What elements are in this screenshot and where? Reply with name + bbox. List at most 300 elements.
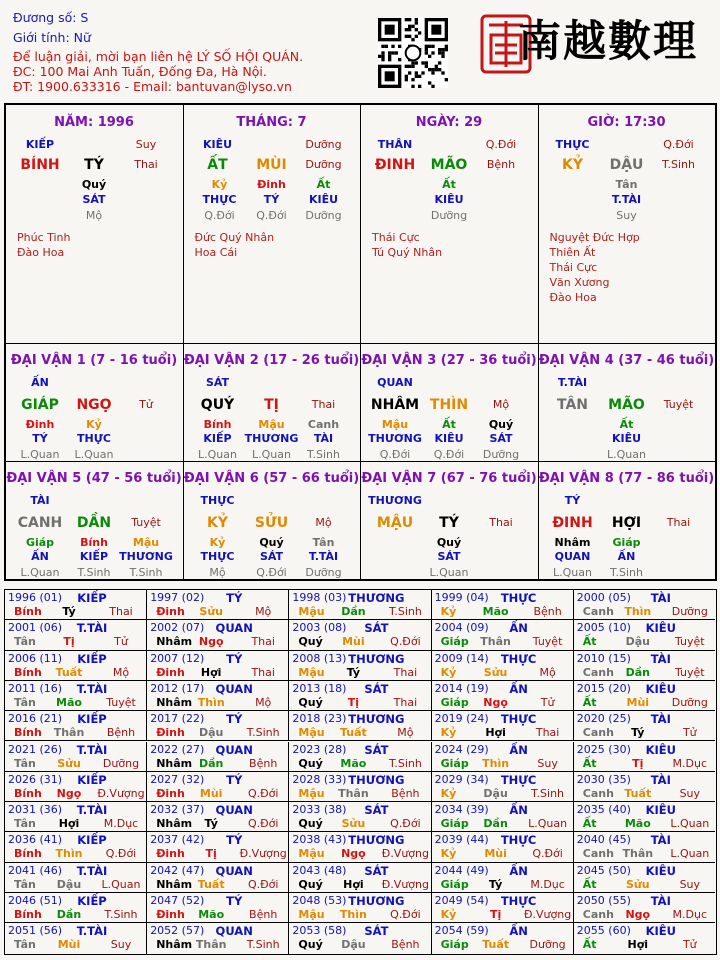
year-phase: T.Sinh: [246, 726, 280, 740]
dai-van-stem-god: T.TÀI: [557, 376, 588, 389]
year-earthly-branch: Dần: [341, 605, 366, 618]
year-heavenly-stem: Giáp: [440, 817, 469, 831]
dai-van-2: [184, 344, 362, 461]
year-phase: Đ.Vượng: [523, 908, 572, 921]
year-earthly-branch: Thân: [338, 786, 369, 800]
year-phase: Bệnh: [391, 786, 420, 800]
pillar-stem-phase: Suy: [135, 138, 157, 151]
year-earthly-branch: Tý: [346, 665, 361, 679]
year-ten-god: THƯƠNG: [348, 712, 405, 727]
pillar-hidden-stem: Kỷ: [211, 178, 228, 191]
pillar-earthly-branch: MÙI: [256, 157, 287, 173]
dai-van-hidden-stem: Giáp: [25, 536, 55, 549]
year-cell: [289, 742, 431, 772]
year-cell: [147, 590, 289, 620]
year-ten-god: TÀI: [650, 651, 671, 666]
dai-van-hidden-phase: L.Quan: [198, 448, 237, 461]
year-cell: [5, 863, 147, 893]
year-phase: T.Sinh: [388, 605, 422, 618]
year-heavenly-stem: Kỷ: [440, 908, 457, 921]
dai-van-hidden-phase: Mộ: [209, 566, 226, 579]
year-heavenly-stem: Canh: [582, 786, 614, 800]
year-label: 2032 (37): [150, 803, 205, 817]
year-label: 2003 (08): [292, 621, 347, 635]
year-earthly-branch: Thìn: [339, 908, 367, 921]
year-label: 2029 (34): [434, 772, 489, 786]
year-heavenly-stem: Mậu: [298, 786, 325, 800]
year-phase: Thai: [251, 635, 275, 649]
year-label: 1996 (01): [8, 591, 63, 604]
year-earthly-branch: Tị: [63, 635, 75, 649]
year-phase: Thai: [251, 665, 275, 679]
year-label: 1998 (03): [292, 591, 347, 604]
dai-van-hidden-stem: Nhâm: [554, 536, 591, 549]
dai-van-heavenly-stem: MẬU: [376, 515, 414, 531]
year-earthly-branch: Thìn: [482, 756, 510, 770]
year-phase: L.Quan: [670, 847, 710, 861]
year-phase: L.Quan: [670, 817, 710, 831]
dai-van-stem-god: TÝ: [564, 494, 581, 507]
year-phase: Mộ: [255, 605, 272, 618]
year-heavenly-stem: Mậu: [298, 605, 325, 618]
pillar-hidden-god: TÝ: [263, 193, 280, 206]
year-phase: Thai: [393, 695, 418, 709]
contact-line: Để luận giải, mời bạn liên hệ LÝ SỐ HỘI QUÁN.: [13, 49, 304, 64]
year-heavenly-stem: Kỷ: [440, 665, 457, 679]
year-ten-god: TÝ: [226, 712, 243, 727]
year-ten-god: KIÊU: [645, 863, 676, 878]
year-earthly-branch: Hợi: [485, 726, 506, 740]
year-ten-god: ẤN: [509, 742, 528, 757]
year-earthly-branch: Mão: [198, 908, 225, 921]
year-phase: Q.Đới: [247, 877, 279, 891]
dai-van-earthly-branch: HỢI: [611, 515, 642, 531]
year-phase: Dưỡng: [529, 938, 566, 952]
pillar-hidden-stem: Đinh: [257, 178, 286, 191]
pillar-stem-god: THỰC: [555, 138, 590, 151]
year-label: 2006 (11): [8, 651, 63, 665]
dai-van-hidden-stem: Bính: [80, 536, 108, 549]
pillar-stem-god: THÂN: [377, 138, 413, 151]
year-ten-god: TÀI: [650, 833, 671, 848]
dai-van-hidden-god: ẤN: [31, 550, 49, 563]
year-ten-god: THƯƠNG: [348, 772, 405, 787]
brand-text: 南越數理: [518, 17, 698, 67]
year-earthly-branch: Mùi: [199, 786, 223, 800]
year-label: 2000 (05): [576, 591, 631, 604]
year-label: 2022 (27): [150, 742, 205, 756]
year-cell: [147, 772, 289, 802]
year-cell: [574, 863, 715, 893]
year-ten-god: KIÊU: [645, 681, 676, 696]
year-heavenly-stem: Quý: [298, 635, 323, 649]
pillar-hidden-phase: Q.Đới: [256, 209, 287, 222]
year-earthly-branch: Thân: [480, 635, 511, 649]
year-cell: [574, 893, 715, 923]
year-earthly-branch: Thân: [53, 726, 85, 740]
dai-van-1: [6, 344, 184, 461]
pillar-hidden-god: T.TÀI: [611, 193, 642, 206]
year-phase: Q.Đới: [247, 817, 279, 831]
dai-van-hidden-god: QUAN: [554, 550, 591, 563]
dai-van-hidden-stem: Tân: [312, 536, 335, 549]
year-earthly-branch: Mùi: [57, 938, 81, 952]
dai-van-hidden-stem: Mậu: [381, 418, 409, 431]
year-heavenly-stem: Canh: [582, 908, 614, 921]
year-label: 2039 (44): [434, 833, 489, 847]
year-ten-god: THỰC: [500, 712, 537, 727]
year-heavenly-stem: Nhâm: [156, 938, 193, 952]
year-phase: Q.Đới: [247, 786, 279, 800]
pillar-month: [184, 105, 362, 343]
year-phase: T.Sinh: [246, 938, 280, 952]
dai-van-title: ĐẠI VẬN 7 (67 - 76 tuổi): [361, 471, 537, 486]
year-earthly-branch: Mão: [624, 817, 651, 831]
year-ten-god: KIẾP: [77, 591, 107, 605]
year-earthly-branch: Dần: [625, 665, 650, 679]
year-cell: [432, 742, 574, 772]
year-cell: [147, 711, 289, 741]
year-heavenly-stem: Giáp: [440, 695, 469, 709]
year-phase: Tuyệt: [674, 665, 705, 679]
year-cell: [574, 711, 715, 741]
year-ten-god: SÁT: [364, 621, 389, 636]
year-label: 2014 (19): [434, 681, 489, 695]
year-ten-god: SÁT: [364, 863, 389, 878]
year-earthly-branch: Ngọ: [625, 908, 651, 921]
year-heavenly-stem: Canh: [582, 665, 614, 679]
year-label: 2043 (48): [292, 863, 347, 877]
year-heavenly-stem: Bính: [14, 605, 42, 618]
year-earthly-branch: Dậu: [56, 877, 82, 891]
year-heavenly-stem: Tân: [14, 635, 36, 649]
year-ten-god: T.TÀI: [76, 803, 108, 818]
year-earthly-branch: Ngọ: [56, 786, 82, 800]
dai-van-hidden-stem: Quý: [259, 536, 284, 549]
year-heavenly-stem: Nhâm: [156, 635, 193, 649]
year-earthly-branch: Thìn: [55, 847, 83, 861]
pillar-hidden-stem: Quý: [81, 178, 107, 191]
year-label: 2050 (55): [576, 894, 631, 907]
year-phase: Dưỡng: [671, 605, 708, 618]
pillar-branch-phase: Bệnh: [486, 158, 516, 171]
phone-email-line[interactable]: ĐT: 1900.633316 - Email: bantuvan@lyso.vn: [13, 79, 292, 94]
year-heavenly-stem: Ất: [582, 695, 597, 709]
year-cell: [5, 802, 147, 832]
year-earthly-branch: Tý: [204, 817, 218, 831]
dai-van-title: ĐẠI VẬN 8 (77 - 86 tuổi): [538, 471, 715, 486]
dai-van-branch-phase: Mộ: [492, 398, 510, 411]
year-phase: Đ.Vượng: [97, 786, 145, 800]
dai-van-title: ĐẠI VẬN 6 (57 - 66 tuổi): [183, 471, 360, 486]
year-earthly-branch: Ngọ: [341, 847, 366, 861]
year-cell: [147, 802, 289, 832]
dai-van-earthly-branch: NGỌ: [76, 397, 112, 413]
year-cell: [289, 832, 431, 862]
year-phase: Tử: [682, 726, 697, 740]
dai-van-branch-phase: Mộ: [315, 516, 332, 529]
year-heavenly-stem: Ất: [582, 938, 597, 952]
year-earthly-branch: Sửu: [483, 665, 508, 679]
year-label: 2035 (40): [576, 803, 631, 817]
year-heavenly-stem: Mậu: [298, 726, 325, 740]
year-earthly-branch: Sửu: [57, 756, 81, 770]
dai-van-hidden-phase: Dưỡng: [482, 448, 520, 461]
pillar-hidden-god: KIÊU: [434, 193, 464, 206]
year-ten-god: KIẾP: [77, 772, 107, 787]
year-ten-god: THỰC: [500, 894, 537, 908]
year-phase: Mộ: [255, 695, 272, 709]
year-ten-god: SÁT: [364, 742, 389, 757]
year-cell: [432, 772, 574, 802]
year-ten-god: QUAN: [215, 681, 253, 696]
dai-van-hidden-phase: Q.Đới: [433, 448, 465, 461]
pillar-branch-phase: T.Sinh: [662, 158, 695, 171]
year-earthly-branch: Thân: [195, 938, 227, 952]
year-earthly-branch: Hợi: [627, 938, 649, 952]
year-label: 2051 (56): [8, 924, 63, 938]
dai-van-hidden-god: THƯƠNG: [244, 432, 299, 445]
pillar-star: Thái Cực: [549, 261, 598, 274]
pillar-heavenly-stem: KỶ: [562, 157, 583, 173]
year-label: 2001 (06): [8, 621, 63, 635]
year-earthly-branch: Tý: [488, 877, 503, 891]
year-ten-god: T.TÀI: [76, 863, 108, 878]
year-earthly-branch: Dậu: [341, 938, 366, 952]
year-earthly-branch: Thìn: [197, 695, 225, 709]
year-cell: [5, 620, 147, 650]
year-ten-god: ẤN: [509, 863, 528, 878]
year-label: 2012 (17): [150, 681, 205, 695]
year-cell: [5, 590, 147, 620]
year-ten-god: QUAN: [215, 621, 253, 636]
pillar-heavenly-stem: ẤT: [207, 157, 228, 173]
year-earthly-branch: Dần: [483, 817, 508, 831]
pillar-hidden-god: SÁT: [82, 193, 106, 206]
year-heavenly-stem: Tân: [14, 756, 36, 770]
year-cell: [5, 651, 147, 681]
year-cell: [574, 923, 715, 953]
year-ten-god: KIÊU: [645, 924, 676, 939]
dai-van-hidden-god: SÁT: [489, 432, 513, 445]
year-ten-god: TÀI: [650, 712, 671, 727]
dai-van-hidden-phase: L.Quan: [20, 566, 60, 579]
pillar-title: NGÀY: 29: [415, 115, 483, 130]
pillar-hidden-god: THỰC: [202, 193, 237, 206]
dai-van-hidden-god: SÁT: [259, 550, 284, 563]
year-earthly-branch: Thân: [622, 847, 654, 861]
year-ten-god: QUAN: [215, 924, 253, 939]
year-phase: Suy: [537, 756, 558, 770]
year-label: 2046 (51): [8, 894, 63, 907]
brand-logo: [494, 8, 720, 68]
year-earthly-branch: Sửu: [626, 877, 650, 891]
dai-van-hidden-stem: Ất: [442, 418, 456, 431]
dai-van-heavenly-stem: ĐINH: [552, 515, 593, 531]
year-cell: [147, 863, 289, 893]
year-ten-god: T.TÀI: [76, 742, 108, 757]
year-ten-god: KIÊU: [645, 803, 676, 818]
pillar-star: Tú Quý Nhân: [372, 246, 443, 259]
year-cell: [574, 832, 715, 862]
year-ten-god: KIẾP: [77, 651, 107, 666]
year-label: 2031 (36): [8, 803, 63, 817]
year-cell: [5, 893, 147, 923]
year-label: 2036 (41): [8, 833, 63, 847]
year-earthly-branch: Ngọ: [483, 695, 508, 709]
dai-van-title: ĐẠI VẬN 3 (27 - 36 tuổi): [361, 353, 537, 368]
year-cell: [432, 590, 574, 620]
year-phase: Tuyệt: [532, 635, 563, 649]
dai-van-hidden-god: THỰC: [200, 550, 235, 563]
year-cell: [289, 590, 431, 620]
pillars-grid: [4, 103, 717, 581]
year-heavenly-stem: Nhâm: [156, 877, 193, 891]
header: [0, 0, 720, 100]
dai-van-hidden-phase: Dưỡng: [305, 566, 342, 579]
year-ten-god: TÝ: [226, 591, 243, 605]
year-label: 2055 (60): [576, 924, 631, 938]
year-cell: [432, 620, 574, 650]
year-label: 2052 (57): [150, 924, 205, 938]
year-heavenly-stem: Bính: [14, 726, 42, 740]
year-earthly-branch: Tị: [347, 695, 360, 709]
year-heavenly-stem: Kỷ: [440, 786, 457, 800]
year-label: 2040 (45): [576, 833, 631, 847]
year-heavenly-stem: Kỷ: [440, 847, 457, 861]
year-label: 2004 (09): [434, 621, 489, 635]
year-label: 2027 (32): [150, 772, 205, 786]
year-heavenly-stem: Nhâm: [156, 695, 193, 709]
year-phase: Tử: [682, 938, 697, 952]
pillar-hour: [539, 105, 717, 343]
year-heavenly-stem: Bính: [14, 847, 42, 861]
dai-van-hidden-god: TÀI: [313, 432, 334, 445]
dai-van-3: [361, 344, 539, 461]
year-cell: [289, 681, 431, 711]
dai-van-heavenly-stem: TÂN: [556, 397, 589, 413]
year-ten-god: THỰC: [500, 651, 537, 666]
dai-van-hidden-stem: Ất: [619, 418, 634, 431]
dai-van-heavenly-stem: KỶ: [207, 515, 228, 531]
dai-van-branch-phase: Thai: [666, 516, 691, 529]
year-earthly-branch: Sửu: [341, 817, 366, 831]
pillar-hidden-phase: Dưỡng: [305, 209, 342, 222]
year-cell: [574, 590, 715, 620]
pillar-hidden-phase: Mộ: [85, 209, 103, 222]
year-cell: [289, 802, 431, 832]
pillar-year: [6, 105, 184, 343]
year-cell: [147, 651, 289, 681]
dai-van-title: ĐẠI VẬN 2 (17 - 26 tuổi): [183, 353, 360, 368]
dai-van-stem-god: THỰC: [200, 494, 235, 507]
year-cell: [289, 651, 431, 681]
pillar-title: NĂM: 1996: [54, 115, 134, 130]
dai-van-earthly-branch: TỊ: [264, 397, 279, 413]
year-earthly-branch: Dần: [198, 756, 224, 770]
year-label: 2034 (39): [434, 803, 489, 817]
year-cell: [432, 832, 574, 862]
year-phase: Tử: [114, 635, 128, 649]
pillar-earthly-branch: DẬU: [609, 157, 644, 173]
year-cell: [147, 893, 289, 923]
year-cell: [5, 742, 147, 772]
pillar-star: Nguyệt Đức Hợp: [549, 231, 640, 244]
dai-van-title: ĐẠI VẬN 1 (7 - 16 tuổi): [10, 353, 178, 368]
year-phase: T.Sinh: [104, 908, 138, 921]
year-phase: Thai: [393, 665, 418, 679]
year-label: 2011 (16): [8, 681, 63, 695]
year-phase: Suy: [110, 938, 132, 952]
year-ten-god: T.TÀI: [76, 621, 108, 636]
pillar-heavenly-stem: BÍNH: [20, 157, 60, 173]
dai-van-hidden-stem: Mậu: [258, 418, 285, 431]
dai-van-hidden-stem: Đinh: [25, 418, 55, 431]
pillar-stem-phase: Dưỡng: [305, 138, 342, 151]
year-ten-god: T.TÀI: [76, 924, 108, 939]
dai-van-7: [361, 462, 539, 579]
year-cell: [5, 832, 147, 862]
dai-van-hidden-god: KIẾP: [79, 550, 109, 563]
year-earthly-branch: Hợi: [200, 665, 222, 679]
pillar-star: Thiên Ất: [549, 246, 596, 259]
year-ten-god: T.TÀI: [76, 681, 108, 696]
year-earthly-branch: Thìn: [624, 605, 652, 618]
year-heavenly-stem: Bính: [14, 908, 42, 921]
dai-van-hidden-stem: Mậu: [132, 536, 160, 549]
year-label: 2041 (46): [8, 863, 63, 877]
year-phase: Bệnh: [106, 726, 136, 740]
year-label: 2053 (58): [292, 924, 347, 938]
year-ten-god: QUAN: [215, 863, 253, 878]
year-heavenly-stem: Kỷ: [440, 726, 457, 740]
year-heavenly-stem: Tân: [14, 938, 36, 952]
dai-van-stem-god: SÁT: [205, 376, 230, 389]
dai-van-hidden-phase: L.Quan: [252, 448, 291, 461]
dai-van-hidden-god: ẤN: [617, 550, 636, 563]
year-phase: Q.Đới: [390, 908, 421, 921]
dai-van-branch-phase: Tuyệt: [131, 516, 161, 529]
year-cell: [5, 681, 147, 711]
year-phase: L.Quan: [528, 817, 568, 831]
qr-code-icon: [378, 18, 448, 88]
year-heavenly-stem: Quý: [298, 695, 323, 709]
year-heavenly-stem: Đinh: [156, 605, 185, 618]
year-ten-god: TÀI: [650, 894, 671, 908]
dai-van-hidden-phase: L.Quan: [553, 566, 592, 579]
dai-van-branch-phase: Tuyệt: [663, 398, 694, 411]
year-phase: Tuyệt: [106, 695, 136, 709]
dai-van-heavenly-stem: GIÁP: [21, 397, 59, 413]
year-earthly-branch: Tuất: [624, 786, 652, 800]
year-heavenly-stem: Canh: [582, 726, 614, 740]
year-heavenly-stem: Quý: [298, 938, 323, 952]
year-label: 2024 (29): [434, 742, 489, 756]
year-phase: Tử: [540, 695, 555, 709]
year-earthly-branch: Hợi: [58, 817, 80, 831]
year-phase: T.Sinh: [388, 756, 422, 770]
year-cell: [289, 620, 431, 650]
year-cell: [574, 620, 715, 650]
year-phase: Dưỡng: [102, 756, 140, 770]
dai-van-stem-god: QUAN: [377, 376, 413, 389]
dai-van-hidden-god: T.TÀI: [308, 550, 339, 563]
year-heavenly-stem: Kỷ: [440, 605, 457, 618]
year-label: 2019 (24): [434, 712, 489, 726]
year-earthly-branch: Tị: [632, 756, 644, 770]
year-earthly-branch: Dậu: [483, 786, 508, 800]
year-label: 1997 (02): [150, 591, 205, 604]
